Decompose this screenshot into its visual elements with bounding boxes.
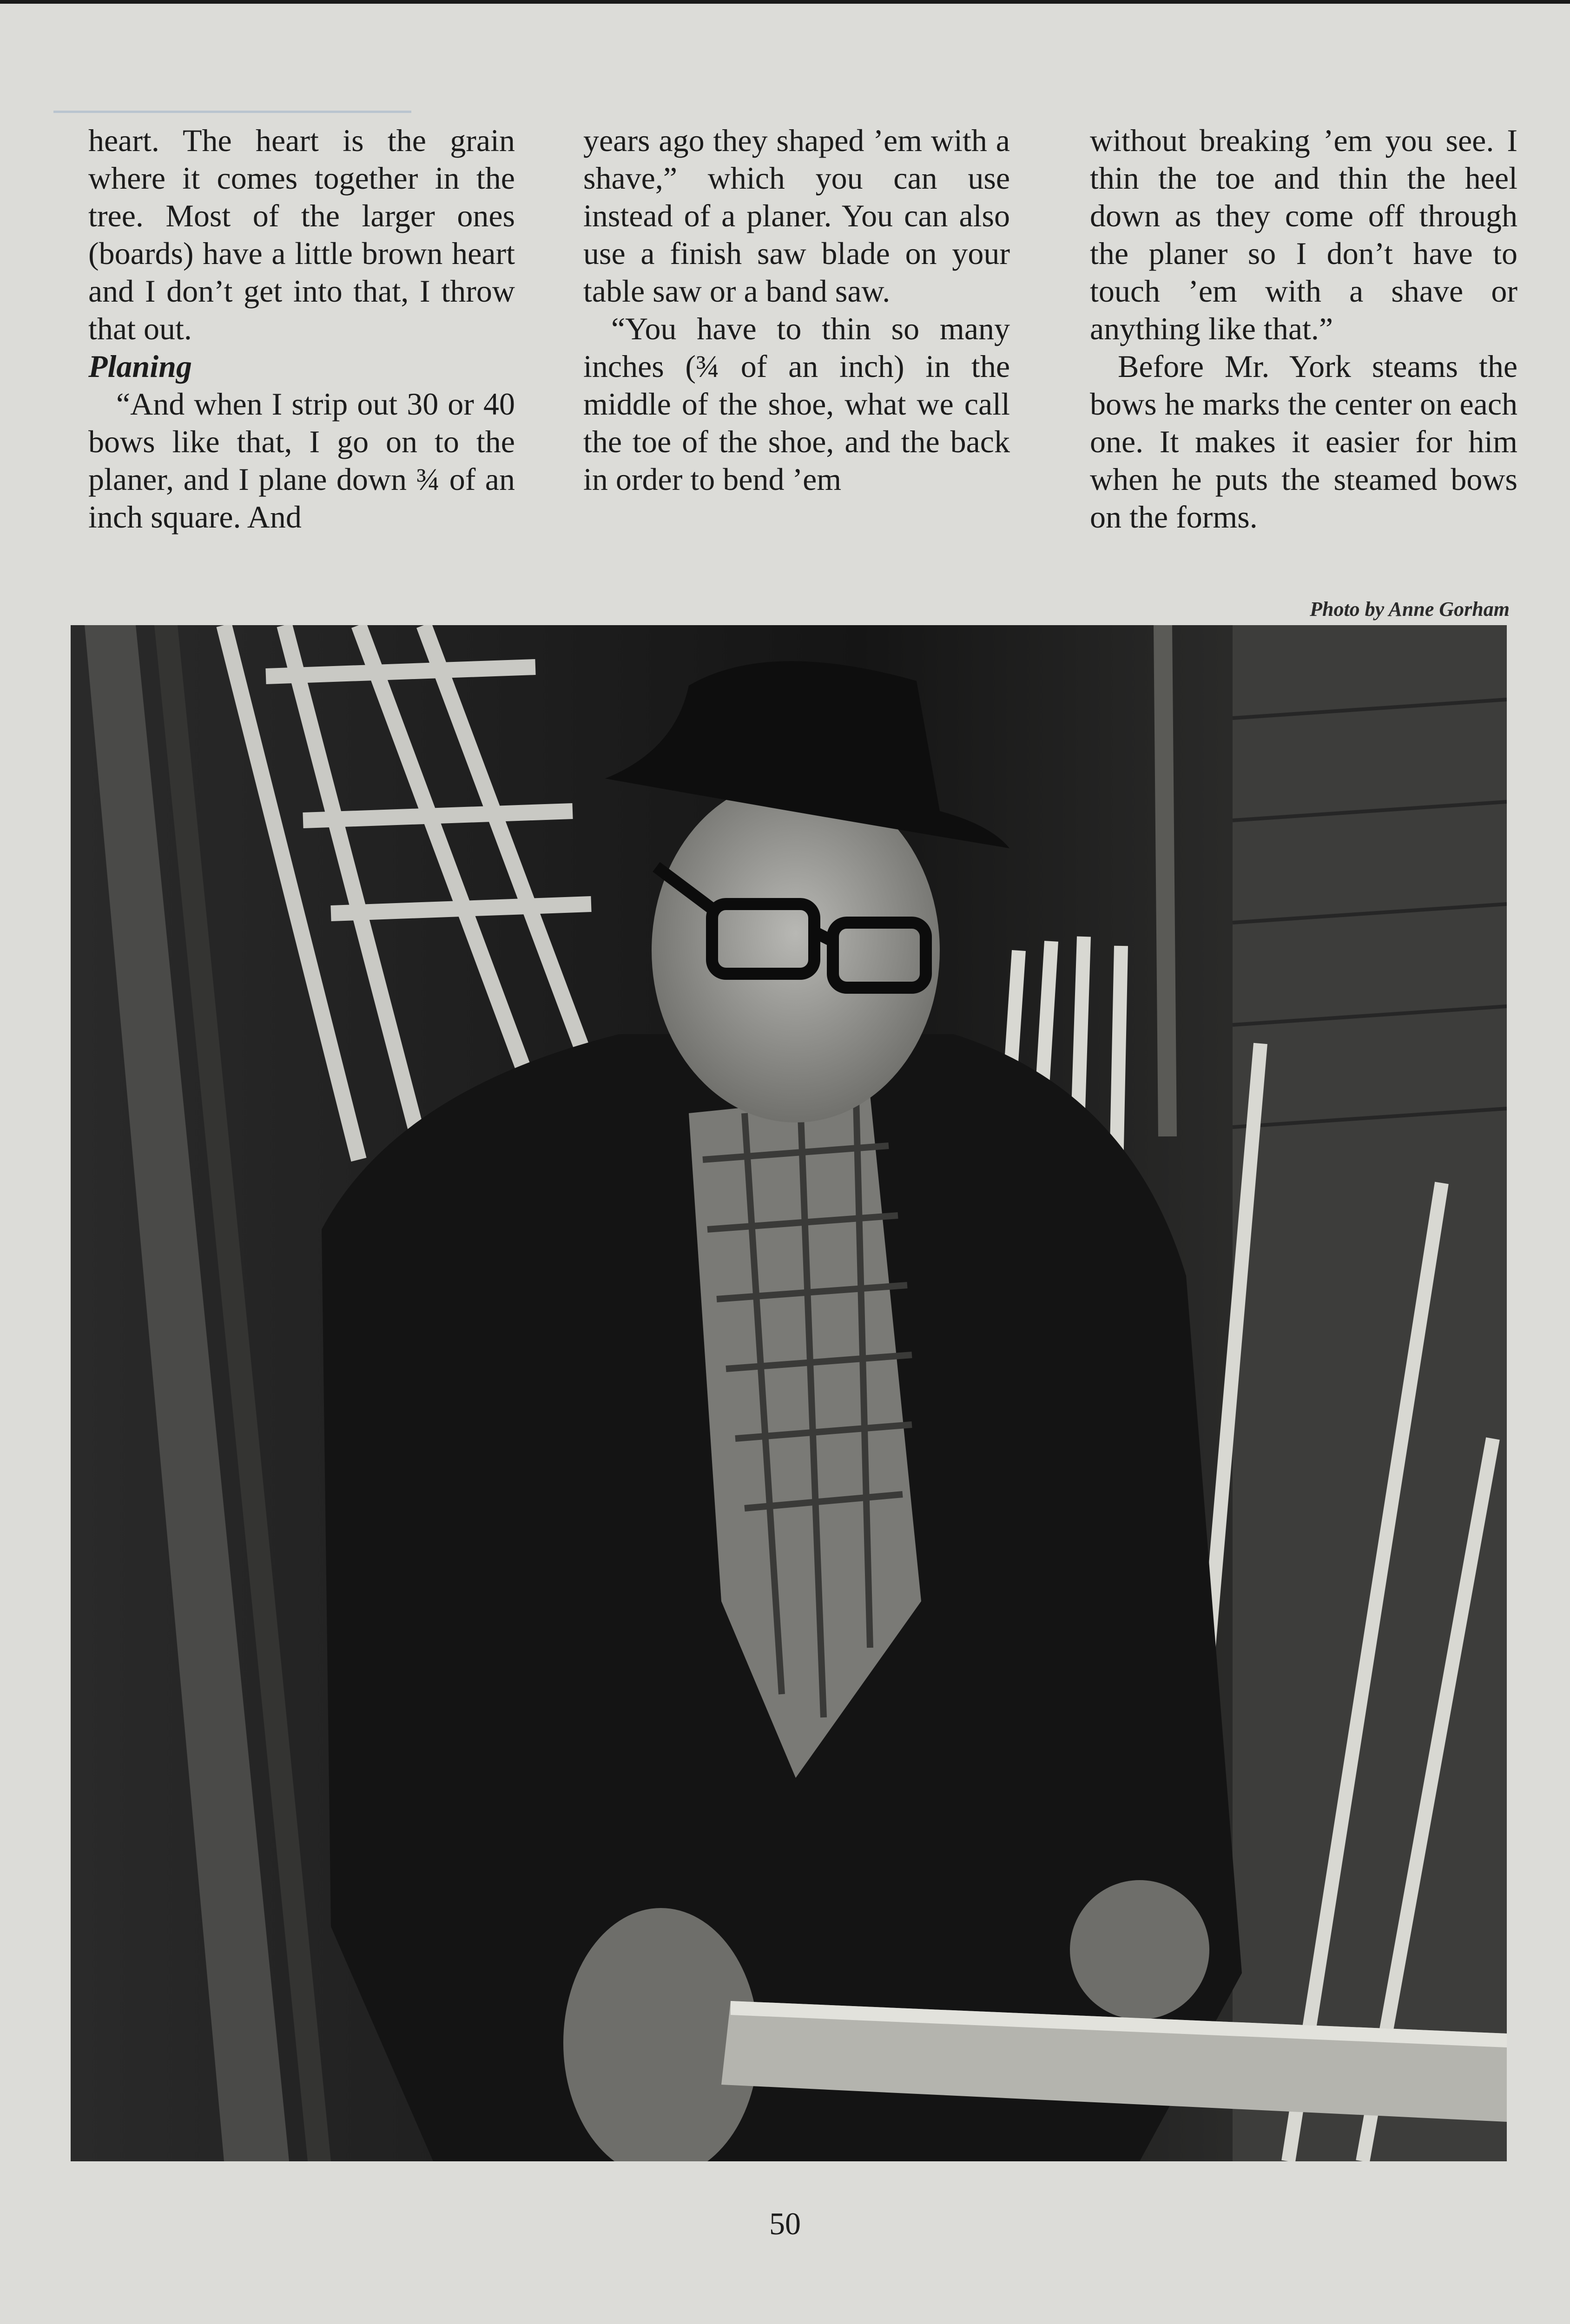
page-number: 50 [769, 2206, 801, 2241]
paragraph: “And when I strip out 30 or 40 bows like that, I go on to the planer, and I plane down ¾ of an inch square. And [88, 386, 515, 535]
section-heading: Planing [88, 349, 192, 384]
text-column-1 [88, 122, 515, 536]
photo-credit: Photo by Anne Gorham [1310, 598, 1510, 621]
column-top-rule [53, 111, 411, 113]
paragraph: years ago they shaped ’em with a shave,” which you can use instead of a planer. You can also use a finish saw blade on your table saw or a band saw. [583, 123, 1010, 309]
paragraph: heart. The heart is the grain where it comes together in the tree. Most of the larger ones (boards) have a little brown heart and I don’t get into that, I throw that out. [88, 123, 515, 346]
top-edge-rule [0, 0, 1570, 4]
text-column-2 [583, 122, 1010, 498]
photograph [71, 625, 1507, 2161]
paragraph: “You have to thin so many inches (¾ of an inch) in the middle of the shoe, what we call the toe of the shoe, and the back in order to bend ’em [583, 311, 1010, 497]
paragraph: Before Mr. York steams the bows he marks the center on each one. It makes it easier for him when he puts the steamed bows on the forms. [1090, 349, 1517, 535]
text-column-3 [1090, 122, 1517, 536]
paragraph: without breaking ’em you see. I thin the toe and thin the heel down as they come off through the planer so I don’t have to touch ’em with a shave or anything like that.” [1090, 123, 1517, 346]
photo-illustration [71, 625, 1507, 2161]
